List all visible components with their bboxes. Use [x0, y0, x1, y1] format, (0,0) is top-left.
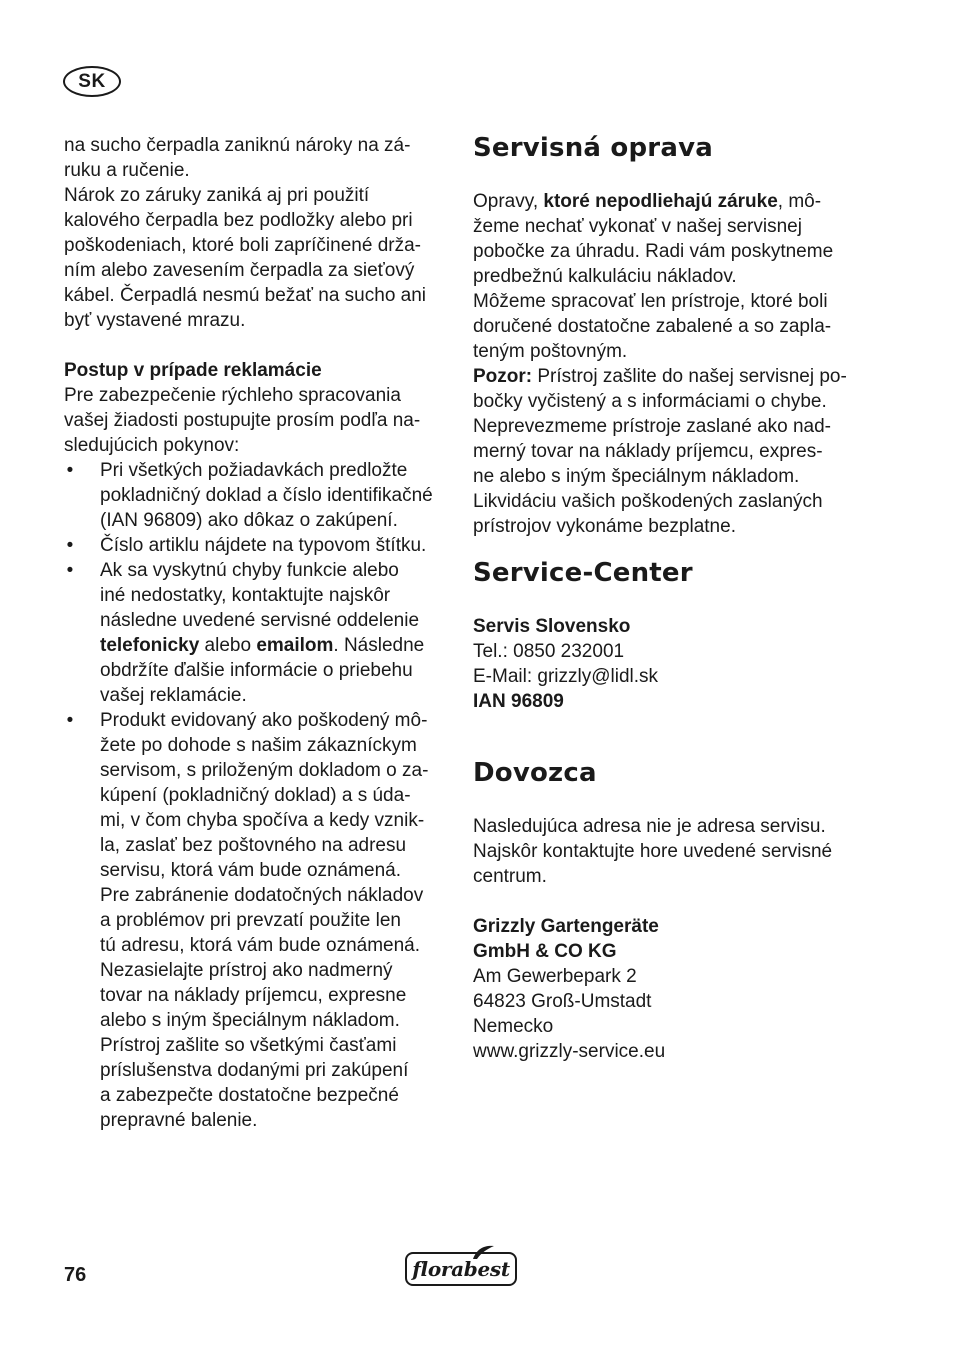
text-fragment: . Následne — [333, 635, 425, 656]
brand-logo — [405, 1244, 519, 1288]
text-line — [473, 189, 863, 214]
text-line: a problémov pri prevzatí použite len — [100, 910, 401, 931]
list-item — [64, 458, 450, 533]
repair-paragraph — [473, 189, 863, 539]
claim-steps-list — [64, 458, 450, 1133]
language-code: SK — [78, 70, 106, 92]
service-contact-block — [473, 614, 863, 714]
logo-wordmark: florabest — [412, 1257, 510, 1281]
text-line: Ak sa vyskytnú chyby funkcie alebo — [100, 560, 399, 581]
claim-intro-paragraph — [64, 383, 450, 458]
service-email: E-Mail: grizzly@lidl.sk — [473, 666, 659, 687]
text-line: pokladničný doklad a číslo identifikačné — [100, 485, 433, 506]
text-line: kúpení (pokladničný doklad) a s úda- — [100, 785, 411, 806]
caution-label: Pozor: — [473, 366, 533, 387]
warranty-paragraph — [64, 133, 450, 333]
list-item — [64, 533, 450, 558]
address-country: Nemecko — [473, 1016, 554, 1037]
text-line: predbežnú kalkuláciu nákladov. — [473, 266, 737, 287]
page-number: 76 — [64, 1264, 87, 1286]
text-line: Likvidáciu vašich poškodených zaslaných — [473, 491, 823, 512]
company-name: Grizzly Gartengeräte — [473, 916, 659, 937]
text-line: a zabezpečte dostatočne bezpečné — [100, 1085, 399, 1106]
text-line: príslušenstva dodanými pri zakúpení — [100, 1060, 409, 1081]
text-line: ním alebo zavesením čerpadla za sieťový — [64, 260, 415, 281]
address-city: 64823 Groß-Umstadt — [473, 991, 652, 1012]
warranty-emphasis: ktoré nepodliehajú záruke — [543, 191, 778, 212]
text-line: poškodeniach, ktoré boli zapríčinené drža- — [64, 235, 421, 256]
service-phone: Tel.: 0850 232001 — [473, 641, 625, 662]
text-line: bočky vyčistený a s informáciami o chybe. — [473, 391, 827, 412]
phone-emphasis: telefonicky — [100, 635, 200, 656]
text-line: iné nedostatky, kontaktujte najskôr — [100, 585, 391, 606]
text-line — [473, 364, 863, 389]
repair-section-heading: Servisná oprava — [473, 133, 713, 163]
email-emphasis: emailom — [256, 635, 334, 656]
importer-heading: Dovozca — [473, 758, 597, 788]
text-line: Pre zabezpečenie rýchleho spracovania — [64, 385, 401, 406]
text-line: Pri všetkých požiadavkách predložte — [100, 460, 408, 481]
text-line: byť vystavené mrazu. — [64, 310, 246, 331]
importer-note — [473, 814, 863, 889]
ian-number: IAN 96809 — [473, 691, 564, 712]
text-line: Nezasielajte prístroj ako nadmerný — [100, 960, 393, 981]
text-fragment: alebo — [199, 635, 257, 656]
text-line: Najskôr kontaktujte hore uvedené servisné — [473, 841, 833, 862]
text-line: kalového čerpadla bez podložky alebo pri — [64, 210, 413, 231]
text-line: na sucho čerpadla zaniknú nároky na zá- — [64, 135, 411, 156]
text-line: Prístroj zašlite so všetkými časťami — [100, 1035, 397, 1056]
text-line: Nárok zo záruky zaniká aj pri použití — [64, 185, 370, 206]
text-line: merný tovar na náklady príjemcu, expres- — [473, 441, 823, 462]
text-line: ne alebo s iným špeciálnym nákladom. — [473, 466, 800, 487]
text-line: vašej žiadosti postupujte prosím podľa na- — [64, 410, 421, 431]
text-line: Pre zabránenie dodatočných nákladov — [100, 885, 424, 906]
right-column — [473, 133, 863, 1064]
service-name: Servis Slovensko — [473, 616, 631, 637]
text-line: sledujúcich pokynov: — [64, 435, 240, 456]
text-line: prístrojov vykonáme bezplatne. — [473, 516, 736, 537]
list-item — [64, 558, 450, 708]
logo-frame — [405, 1252, 517, 1286]
address-street: Am Gewerbepark 2 — [473, 966, 637, 987]
text-line: vašej reklamácie. — [100, 685, 247, 706]
language-badge — [63, 66, 121, 97]
text-line: tú adresu, ktorá vám bude oznámená. — [100, 935, 421, 956]
bullet-icon: • — [66, 560, 74, 581]
text-line: ruku a ručenie. — [64, 160, 190, 181]
text-line: následne uvedené servisné oddelenie — [100, 610, 420, 631]
text-fragment: , mô- — [777, 191, 822, 212]
text-line: obdržíte ďalšie informácie o priebehu — [100, 660, 413, 681]
text-line: (IAN 96809) ako dôkaz o zakúpení. — [100, 510, 398, 531]
service-center-heading: Service-Center — [473, 558, 693, 588]
text-line: Produkt evidovaný ako poškodený mô- — [100, 710, 428, 731]
text-line: žeme nechať vykonať v našej servisnej — [473, 216, 802, 237]
website: www.grizzly-service.eu — [473, 1041, 666, 1062]
text-line: Neprevezmeme prístroje zaslané ako nad- — [473, 416, 832, 437]
text-line: servisom, s priloženým dokladom o za- — [100, 760, 429, 781]
text-line: doručené dostatočne zabalené a so zapla- — [473, 316, 832, 337]
text-line: Číslo artiklu nájdete na typovom štítku. — [100, 535, 427, 556]
bullet-icon: • — [66, 535, 74, 556]
importer-address — [473, 914, 863, 1064]
text-line: alebo s iným špeciálnym nákladom. — [100, 1010, 400, 1031]
text-line: la, zaslať bez poštovného na adresu — [100, 835, 407, 856]
text-line: Môžeme spracovať len prístroje, ktoré boli — [473, 291, 828, 312]
text-line: tovar na náklady príjemcu, expresne — [100, 985, 407, 1006]
text-line: prepravné balenie. — [100, 1110, 258, 1131]
text-line: Nasledujúca adresa nie je adresa servisu. — [473, 816, 826, 837]
bullet-icon: • — [66, 710, 74, 731]
list-item — [64, 708, 450, 1133]
text-line: žete po dohode s našim zákazníckym — [100, 735, 417, 756]
text-line — [100, 633, 450, 658]
text-fragment: Prístroj zašlite do našej servisnej po- — [532, 366, 847, 387]
text-fragment: Opravy, — [473, 191, 544, 212]
text-line: centrum. — [473, 866, 547, 887]
text-line: kábel. Čerpadlá nesmú bežať na sucho ani — [64, 285, 427, 306]
text-line: pobočke za úhradu. Radi vám poskytneme — [473, 241, 834, 262]
company-legal-form: GmbH & CO KG — [473, 941, 617, 962]
text-line: mi, v čom chyba spočíva a kedy vznik- — [100, 810, 425, 831]
text-line: servisu, ktorá vám bude oznámená. — [100, 860, 401, 881]
left-column — [64, 133, 450, 1133]
text-line: teným poštovným. — [473, 341, 628, 362]
bullet-icon: • — [66, 460, 74, 481]
claim-procedure-heading: Postup v prípade reklamácie — [64, 360, 322, 381]
